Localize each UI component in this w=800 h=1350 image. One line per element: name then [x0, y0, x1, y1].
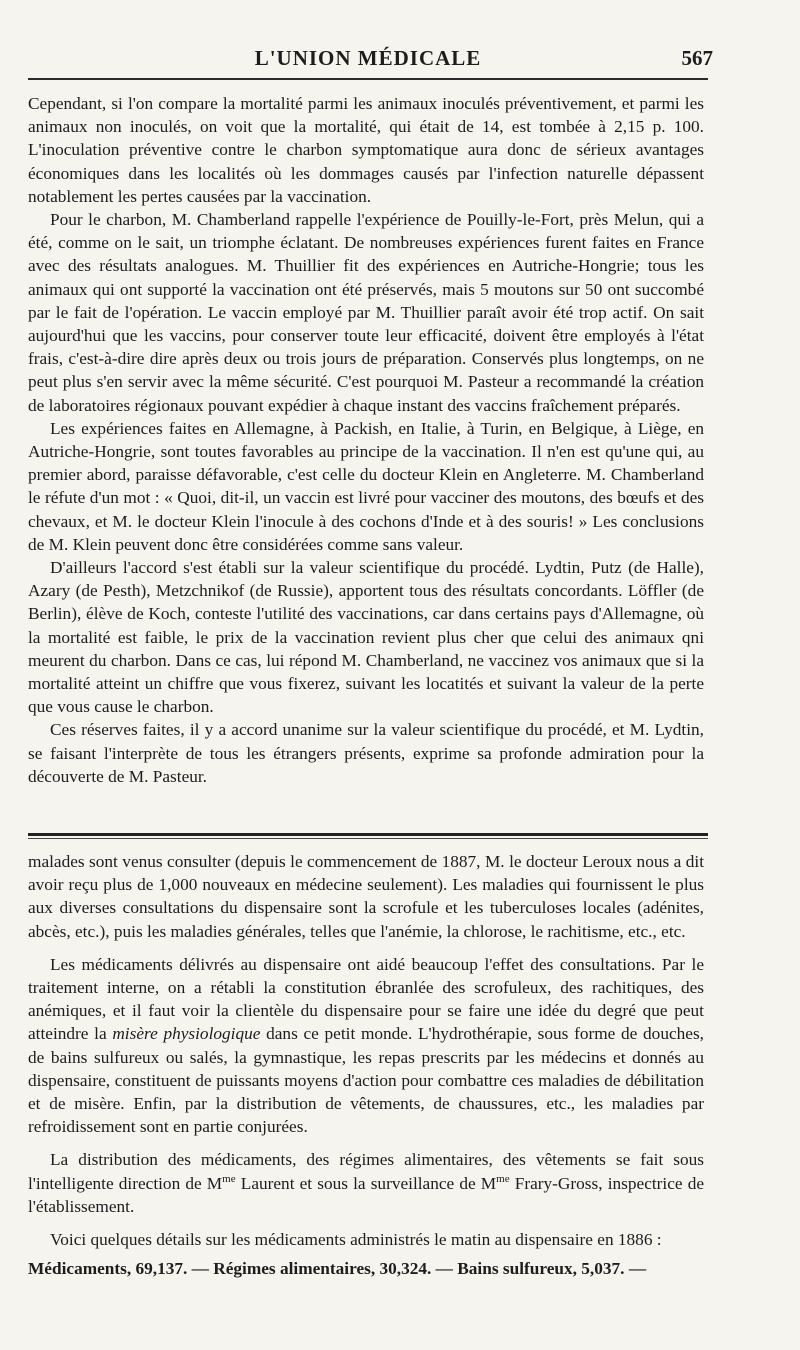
article-upper — [28, 92, 704, 788]
paragraph: malades sont venus consulter (depuis le commencement de 1887, M. le docteur Leroux nous a dit avoir reçu plus de 1,000 nouveaux en médecine seulement). Les maladies qui fournissent le plus aux diverses consultations du dispensaire sont la scrofule et les tuberculoses locales (adénites, abcès, etc.), puis les maladies générales, telles que l'anémie, la chlorose, le rachitisme, etc., etc. — [28, 852, 704, 941]
running-title: L'UNION MÉDICALE — [254, 46, 482, 70]
text-run: dans ce petit monde. L'hydrothérapie, sous forme de douches, de bains sulfureux ou salés, la gymnastique, les repas prescrits par les médecins et donnés au dispensaire, constituent de puissants moyens d'action pour combattre ces maladies de débilitation et de misère. Enfin, par la distribution de vêtements, de chaussures, etc., les maladies par refroidissement sont en partie conjurées. — [28, 1024, 704, 1137]
paragraph: Cependant, si l'on compare la mortalité parmi les animaux inoculés préventivement, et parmi les animaux non inoculés, on voit que la mortalité, qui était de 14, est tombée à 2,15 p. 100. L'inoculation préventive contre le charbon symptomatique aura donc de sérieux avantages économiques dans les localités où les dommages causés par l'infection naturelle dépassent notablement les pertes causées par la vaccination. — [28, 94, 704, 206]
superscript: me — [222, 1172, 236, 1185]
page-number: 567 — [681, 46, 713, 70]
italic-phrase: misère physiologique — [112, 1024, 261, 1044]
header-rule — [28, 78, 708, 80]
article-lower — [28, 850, 704, 1280]
page-header — [28, 38, 713, 78]
text-run: Les médicaments délivrés au dispensaire ont aidé beaucoup l'effet des consultations. Par le traitement interne, on a rétabli la constitution ébranlée des scrofuleux, des rachitiques, des anémiques, et il faut voir la clientèle du dispensaire pour se faire une idée du degré que peut atteindre la — [28, 954, 704, 1044]
text-run: Frary-Gross, inspectrice de l'établissement. — [28, 1173, 705, 1216]
paragraph — [28, 953, 704, 1139]
section-divider — [28, 833, 708, 839]
paragraph: D'ailleurs l'accord s'est établi sur la valeur scientifique du procédé. Lydtin, Putz (de Halle), Azary (de Pesth), Metzchnikof (de Russie), apportent tous des résultats concordants. Löffler (de Berlin), élève de Koch, conteste l'utilité des vaccinations, car dans certains pays d'Allemagne, où la mortalité est faible, le prix de la vaccination revient plus cher que celui des animaux qni meurent du charbon. Dans ce cas, lui répond M. Chamberland, ne vaccinez vos animaux que si la mortalité atteint un chiffre que vous fixerez, suivant les locatités et suivant la valeur de la perte que vous cause le charbon. — [28, 558, 704, 717]
superscript: me — [496, 1172, 510, 1185]
paragraph: Les expériences faites en Allemagne, à Packish, en Italie, à Turin, en Belgique, à Liège, en Autriche-Hongrie, sont toutes favorables au principe de la vaccination. Il n'en est qu'une qui, au premier abord, paraisse défavorable, c'est celle du docteur Klein en Angleterre. M. Chamberland le réfute d'un mot : « Quoi, dit-il, un vaccin est livré pour vacciner des moutons, des bœufs et des chevaux, et M. le docteur Klein l'inocule à des cochons d'Inde et à des souris! » Les conclusions de M. Klein peuvent donc être considérées comme sans valeur. — [28, 418, 704, 554]
paragraph: Ces réserves faites, il y a accord unanime sur la valeur scientifique du procédé, et M. Lydtin, se faisant l'interprète de tous les étrangers présents, exprime sa profonde admiration pour la découverte de M. Pasteur. — [28, 720, 704, 786]
text-run: La distribution des médicaments, des régimes alimentaires, des vêtements se fait sous l'intelligente direction de M — [28, 1150, 704, 1193]
paragraph: Voici quelques détails sur les médicaments administrés le matin au dispensaire en 1886 : — [50, 1230, 662, 1250]
paragraph: Pour le charbon, M. Chamberland rappelle l'expérience de Pouilly-le-Fort, près Melun, qui a été, comme on le sait, un triomphe éclatant. De nombreuses expériences furent faites en France avec des résultats analogues. M. Thuillier fit des expériences en Autriche-Hongrie; tous les animaux qui ont supporté la vaccination ont été préservés, mais 5 moutons sur 50 ont succombé par le fait de l'opération. Le vaccin employé par M. Thuillier paraît avoir été trop actif. On sait aujourd'hui que les vaccins, pour conserver toute leur efficacité, doivent être employés à l'état frais, c'est-à-dire dire après deux ou trois jours de préparation. Conservés plus longtemps, on ne peut plus s'en servir avec la même sécurité. C'est pourquoi M. Pasteur a recommandé la création de laboratoires régionaux pouvant expédier à chaque instant des vaccins fraîchement préparés. — [28, 210, 704, 415]
paragraph — [28, 1148, 704, 1218]
statistics-line: Médicaments, 69,137. — Régimes alimentaires, 30,324. — Bains sulfureux, 5,037. — — [28, 1259, 647, 1279]
text-run: Laurent et sous la surveillance de M — [235, 1173, 497, 1193]
